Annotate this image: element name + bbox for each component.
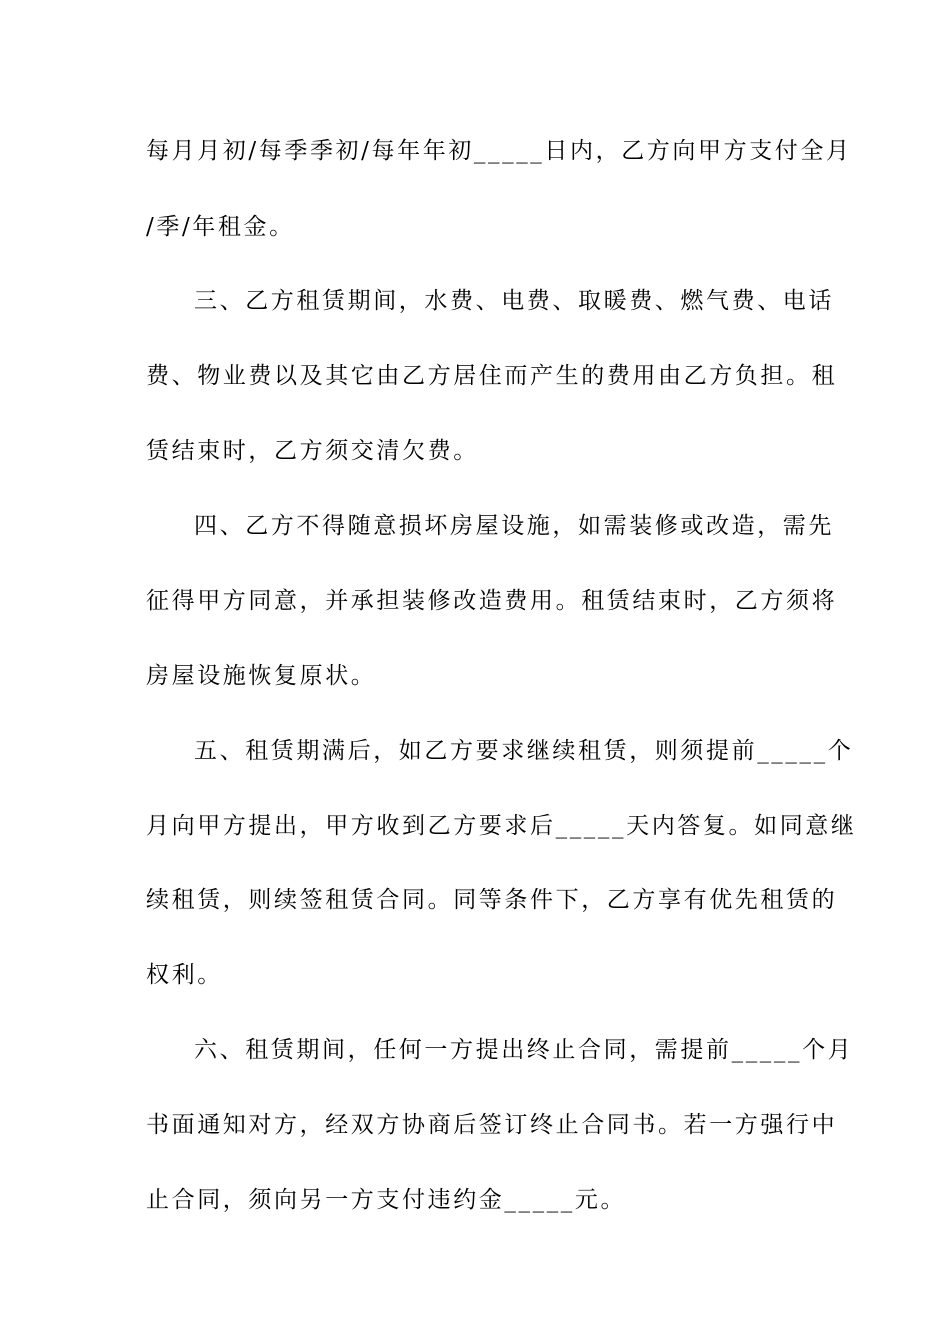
text-line: 房屋设施恢复原状。 bbox=[146, 663, 377, 689]
text-line: 征得甲方同意，并承担装修改造费用。租赁结束时，乙方须将 bbox=[146, 588, 838, 614]
text-line: 费、物业费以及其它由乙方居住而产生的费用由乙方负担。租 bbox=[146, 363, 838, 389]
text-line: 书面通知对方，经双方协商后签订终止合同书。若一方强行中 bbox=[146, 1112, 838, 1138]
text-line: 每月月初/每季季初/每年年初_____日内，乙方向甲方支付全月 bbox=[146, 138, 852, 164]
text-line: 止合同，须向另一方支付违约金_____元。 bbox=[146, 1187, 627, 1213]
clause-5-line: 五、租赁期满后，如乙方要求继续租赁，则须提前_____个 bbox=[194, 738, 854, 764]
text-line: 续租赁，则续签租赁合同。同等条件下，乙方享有优先租赁的 bbox=[146, 887, 838, 913]
clause-6-line: 六、租赁期间，任何一方提出终止合同，需提前_____个月 bbox=[194, 1037, 854, 1063]
text-line: 赁结束时，乙方须交清欠费。 bbox=[146, 438, 479, 464]
text-line: /季/年租金。 bbox=[146, 214, 295, 240]
text-line: 权利。 bbox=[146, 962, 223, 988]
clause-3-line: 三、乙方租赁期间，水费、电费、取暖费、燃气费、电话 bbox=[194, 288, 834, 314]
clause-4-line: 四、乙方不得随意损坏房屋设施，如需装修或改造，需先 bbox=[194, 513, 834, 539]
text-line: 月向甲方提出，甲方收到乙方要求后_____天内答复。如同意继 bbox=[146, 813, 857, 839]
